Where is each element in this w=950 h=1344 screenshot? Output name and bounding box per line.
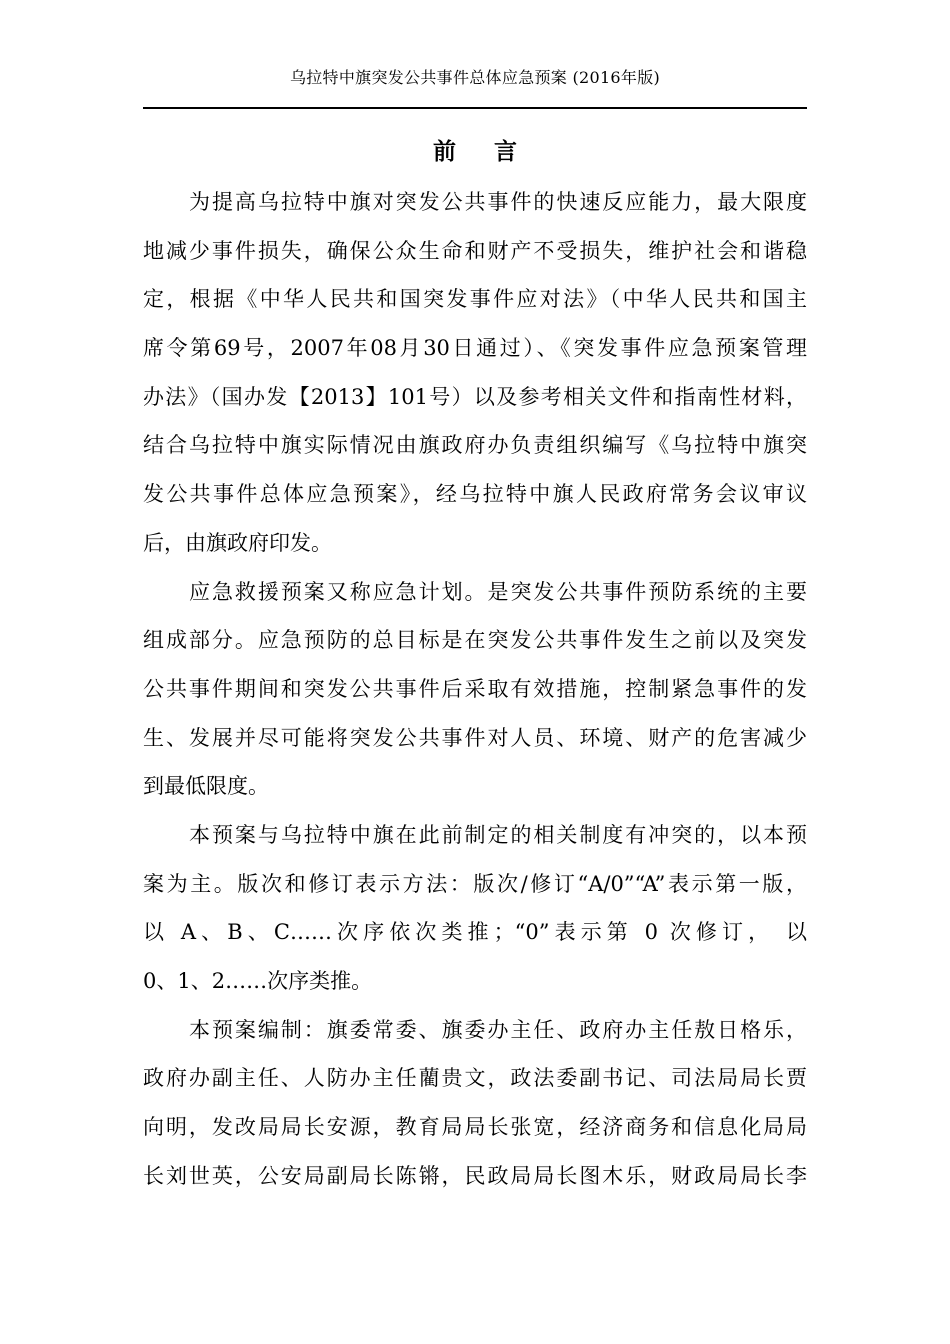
text-line: 案为主。版次和修订表示方法：版次/修订“A/0”“A”表示第一版， — [143, 871, 807, 896]
text-line: 应急救援预案又称应急计划。是突发公共事件预防系统的主要 — [189, 579, 807, 604]
text-line: 以 A、B、C……次序依次类推；“0”表示第 0 次修订， 以 — [143, 920, 807, 945]
running-header: 乌拉特中旗突发公共事件总体应急预案 (2016年版) — [289, 68, 661, 87]
text-line: 结合乌拉特中旗实际情况由旗政府办负责组织编写《乌拉特中旗突 — [143, 433, 807, 458]
text-line: 发公共事件总体应急预案》，经乌拉特中旗人民政府常务会议审议 — [143, 482, 807, 507]
text-line: 地减少事件损失，确保公众生命和财产不受损失，维护社会和谐稳 — [143, 238, 807, 263]
text-line: 公共事件期间和突发公共事件后采取有效措施，控制紧急事件的发 — [143, 676, 807, 701]
text-line: 政府办副主任、人防办主任藺贵文，政法委副书记、司法局局长贾 — [143, 1066, 807, 1091]
section-title: 前言 — [433, 138, 555, 165]
body-text — [143, 178, 807, 1200]
text-line: 到最低限度。 — [143, 774, 269, 799]
text-line: 向明，发改局局长安源，教育局局长张宽，经济商务和信息化局局 — [143, 1115, 807, 1140]
header-divider — [143, 107, 807, 109]
paragraph-1 — [143, 178, 807, 568]
text-line: 生、发展并尽可能将突发公共事件对人员、环境、财产的危害减少 — [143, 725, 807, 750]
text-line: 席令第69号，2007年08月30日通过）、《突发事件应急预案管理 — [143, 336, 807, 361]
text-line: 办法》（国办发【2013】101号）以及参考相关文件和指南性材料， — [143, 384, 807, 409]
text-line: 0、1、2……次序类推。 — [143, 969, 373, 993]
text-line: 长刘世英，公安局副局长陈锵，民政局局长图木乐，财政局局长李 — [143, 1163, 807, 1188]
text-line: 组成部分。应急预防的总目标是在突发公共事件发生之前以及突发 — [143, 628, 807, 653]
text-line: 本预案编制：旗委常委、旗委办主任、政府办主任敖日格乐， — [189, 1017, 807, 1042]
paragraph-3 — [143, 811, 807, 1006]
paragraph-4 — [143, 1006, 807, 1201]
paragraph-2 — [143, 568, 807, 811]
text-line: 本预案与乌拉特中旗在此前制定的相关制度有冲突的，以本预 — [189, 822, 807, 847]
text-line: 定，根据《中华人民共和国突发事件应对法》（中华人民共和国主 — [143, 287, 807, 312]
text-line: 后，由旗政府印发。 — [143, 530, 332, 555]
text-line: 为提高乌拉特中旗对突发公共事件的快速反应能力，最大限度 — [189, 190, 807, 214]
